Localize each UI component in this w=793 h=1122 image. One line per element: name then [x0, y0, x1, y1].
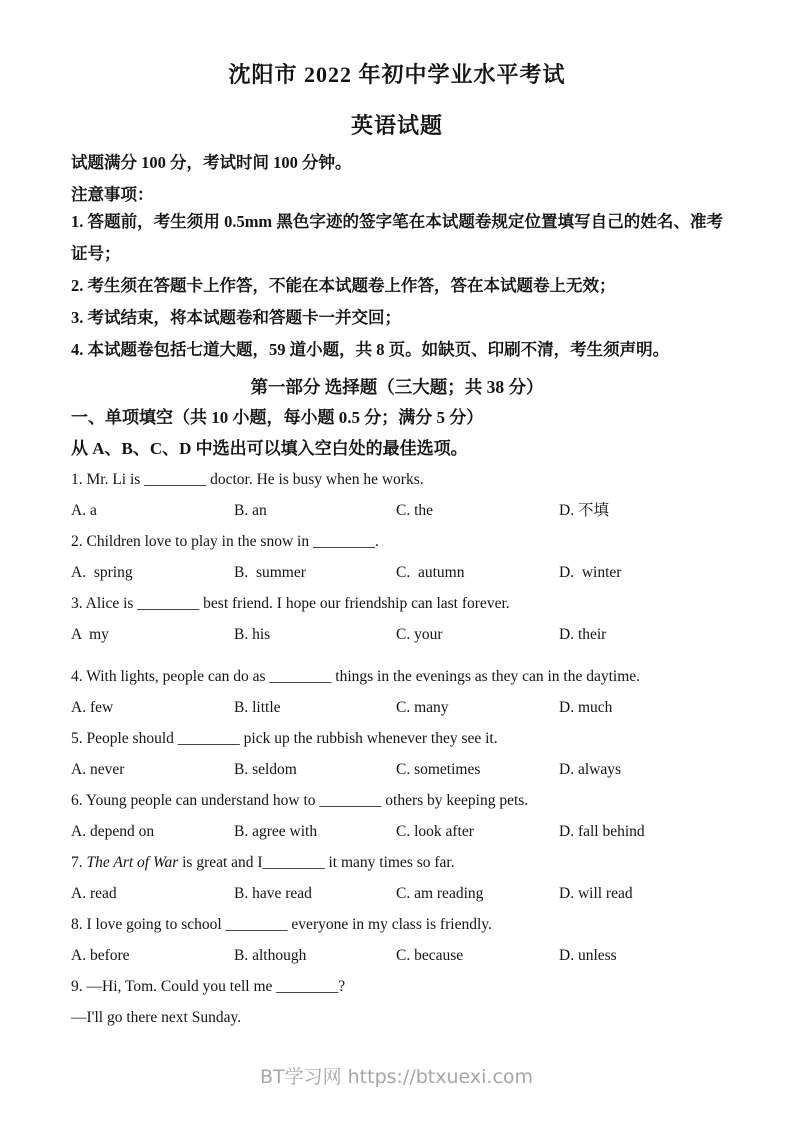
option-1d: D. 不填 — [559, 502, 609, 519]
option-1c: C. the — [396, 502, 434, 519]
notice-item-2: 2. 考生须在答题卡上作答，不能在本试题卷上作答，答在本试题卷上无效； — [71, 276, 616, 295]
option-5a: A. never — [71, 761, 125, 778]
question-2-options — [71, 557, 723, 588]
option-8d: D. unless — [559, 947, 617, 964]
option-4b: B. little — [234, 699, 281, 716]
exam-title: 沈阳市 2022 年初中学业水平考试 — [228, 62, 566, 87]
option-7a: A. read — [71, 885, 117, 902]
notice-item-1: 1. 答题前，考生须用 0.5mm 黑色字迹的签字笔在本试题卷规定位置填写自己的姓名、准考证号； — [71, 212, 723, 263]
section1-heading: 一、单项填空（共 10 小题，每小题 0.5 分；满分 5 分） — [71, 408, 484, 427]
question-4-text: 4. With lights, people can do as ________ things in the evenings as they can in the daytime. — [71, 668, 641, 685]
question-2-text: 2. Children love to play in the snow in ________. — [71, 533, 379, 550]
section1-instruction: 从 A、B、C、D 中选出可以填入空白处的最佳选项。 — [71, 439, 468, 458]
option-2b: B. summer — [234, 564, 306, 581]
question-5-options — [71, 754, 723, 785]
question-3-options — [71, 619, 723, 650]
option-7d: D. will read — [559, 885, 633, 902]
question-7-text — [71, 847, 723, 878]
question-7-book-title: The Art of War — [86, 854, 179, 871]
question-list — [71, 464, 723, 1033]
option-3d: D. their — [559, 626, 607, 643]
question-6-text: 6. Young people can understand how to ________ others by keeping pets. — [71, 792, 529, 809]
option-2c: C. autumn — [396, 564, 465, 581]
option-8c: C. because — [396, 947, 464, 964]
question-7-suffix: is great and I________ it many times so far. — [178, 854, 455, 871]
watermark — [0, 1064, 793, 1090]
question-1-text: 1. Mr. Li is ________ doctor. He is busy when he works. — [71, 471, 424, 488]
option-8b: B. although — [234, 947, 307, 964]
question-9-reply: —I'll go there next Sunday. — [71, 1009, 242, 1026]
option-6a: A. depend on — [71, 823, 155, 840]
option-8a: A. before — [71, 947, 130, 964]
notice-item-4: 4. 本试题卷包括七道大题，59 道小题，共 8 页。如缺页、印刷不清，考生须声明。 — [71, 340, 670, 359]
option-3b: B. his — [234, 626, 271, 643]
question-7-prefix: 7. — [71, 854, 87, 871]
question-5-text: 5. People should ________ pick up the rubbish whenever they see it. — [71, 730, 498, 747]
option-4a: A. few — [71, 699, 114, 716]
option-4d: D. much — [559, 699, 613, 716]
exam-subtitle: 英语试题 — [350, 113, 443, 138]
option-7b: B. have read — [234, 885, 312, 902]
notice-heading: 注意事项： — [71, 185, 154, 204]
question-8-options — [71, 940, 723, 971]
option-2a: A. spring — [71, 564, 133, 581]
watermark-text: BT学习网 https://btxuexi.com — [259, 1066, 534, 1088]
option-3a: A my — [71, 626, 109, 643]
question-8-text: 8. I love going to school ________ everyone in my class is friendly. — [71, 916, 492, 933]
option-2d: D. winter — [559, 564, 622, 581]
notice-list — [71, 206, 723, 366]
option-3c: C. your — [396, 626, 443, 643]
score-time-line: 试题满分 100 分，考试时间 100 分钟。 — [71, 153, 352, 172]
part1-heading: 第一部分 选择题（三大题；共 38 分） — [250, 377, 544, 397]
question-1-options — [71, 495, 723, 526]
option-1a: A. a — [71, 502, 97, 519]
option-5d: D. always — [559, 761, 621, 778]
option-4c: C. many — [396, 699, 449, 716]
option-6d: D. fall behind — [559, 823, 645, 840]
option-5b: B. seldom — [234, 761, 297, 778]
question-3-text: 3. Alice is ________ best friend. I hope our friendship can last forever. — [71, 595, 510, 612]
option-1b: B. an — [234, 502, 267, 519]
option-6c: C. look after — [396, 823, 474, 840]
option-5c: C. sometimes — [396, 761, 481, 778]
question-7-options — [71, 878, 723, 909]
option-7c: C. am reading — [396, 885, 484, 902]
question-9-text: 9. —Hi, Tom. Could you tell me ________? — [71, 978, 346, 995]
question-6-options — [71, 816, 723, 847]
question-4-options — [71, 692, 723, 723]
notice-item-3: 3. 考试结束，将本试题卷和答题卡一并交回； — [71, 308, 401, 327]
option-6b: B. agree with — [234, 823, 318, 840]
